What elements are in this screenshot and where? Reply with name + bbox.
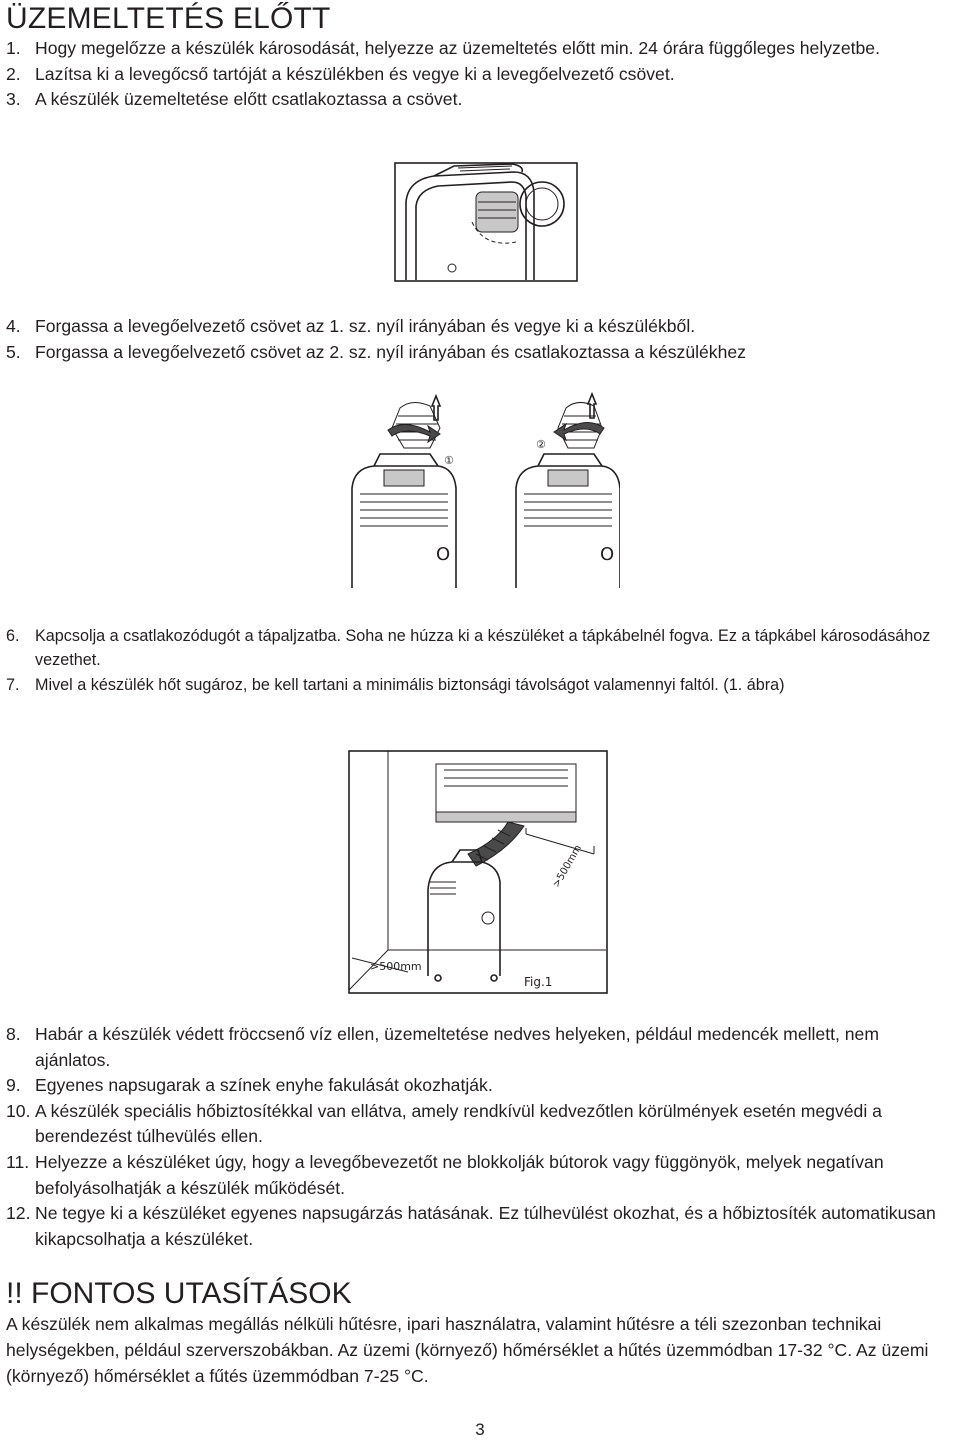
steps-list-d	[6, 1022, 954, 1252]
steps-list-b	[6, 314, 954, 365]
list-item: 2. Lazítsa ki a levegőcső tartóját a készülékben és vegye ki a levegőelvezető csövet.	[6, 63, 675, 84]
list-item: 7. Mivel a készülék hőt sugároz, be kell tartani a minimális biztonsági távolságot valamennyi faltól. (1. ábra)	[6, 675, 785, 694]
marker-1: ①	[444, 454, 454, 467]
list-item: 6. Kapcsolja a csatlakozódugót a tápaljzatba. Soha ne húzza ki a készüléket a tápkábelnél fogva. Ez a tápkábel károsodásához vezethet.	[6, 627, 931, 670]
steps-list-c	[6, 624, 954, 697]
distance-label-right: >500mm	[551, 843, 585, 890]
unit-step-2	[516, 394, 620, 588]
room-layout-illustration	[348, 750, 608, 994]
list-item: 4. Forgassa a levegőelvezető csövet az 1. sz. nyíl irányában és vegye ki a készülékből.	[6, 316, 696, 336]
important-heading: !! FONTOS UTASÍTÁSOK	[6, 1277, 352, 1310]
hose-rotation-illustration	[344, 388, 620, 592]
unit-hose-illustration	[394, 162, 578, 282]
steps-list-a	[6, 36, 954, 113]
list-item: 10. A készülék speciális hőbiztosítékkal van ellátva, amely rendkívül kedvezőtlen körülmények esetén megvédi a berendezést túlhevülés ellen.	[6, 1100, 882, 1147]
knob-icon: O	[436, 544, 451, 565]
list-item: 11. Helyezze a készüléket úgy, hogy a levegőbevezetőt ne blokkolják bútorok vagy függönyök, melyek negatívan befolyásolhatják a készülék működését.	[6, 1151, 884, 1198]
distance-label-left: >500mm	[370, 960, 422, 973]
list-item: 8. Habár a készülék védett fröccsenő víz ellen, üzemeltetése nedves helyeken, például medencék mellett, nem ajánlatos.	[6, 1024, 879, 1070]
marker-2: ②	[536, 438, 546, 451]
list-item: 3. A készülék üzemeltetése előtt csatlakoztassa a csövet.	[6, 89, 463, 110]
important-text: A készülék nem alkalmas megállás nélküli hűtésre, ipari használatra, valamint hűtésre a téli szezonban technikai helységekben, például szerverszobákban. Az üzemi (környező) hőmérséklet a hűtés üzemmódban 17-32 °C. Az üzemi (környező) hőmérséklet a fűtés üzemmódban 7-25 °C.	[6, 1314, 929, 1386]
list-item: 12. Ne tegye ki a készüléket egyenes napsugárzás hatásának. Ez túlhevülést okozhat, és a hőbiztosíték automatikusan kikapcsolhatja a készüléket.	[6, 1203, 936, 1249]
page-number: 3	[475, 1420, 485, 1439]
unit-step-1	[352, 396, 456, 588]
section-heading: ÜZEMELTETÉS ELŐTT	[6, 2, 331, 35]
list-item: 1. Hogy megelőzze a készülék károsodását, helyezze az üzemeltetés előtt min. 24 órára függőleges helyzetbe.	[6, 38, 880, 58]
knob-icon: O	[600, 544, 615, 565]
list-item: 5. Forgassa a levegőelvezető csövet az 2. sz. nyíl irányában és csatlakoztassa a készülékhez	[6, 341, 746, 362]
figure-caption: Fig.1	[524, 975, 553, 989]
list-item: 9. Egyenes napsugarak a színek enyhe fakulását okozhatják.	[6, 1075, 493, 1096]
